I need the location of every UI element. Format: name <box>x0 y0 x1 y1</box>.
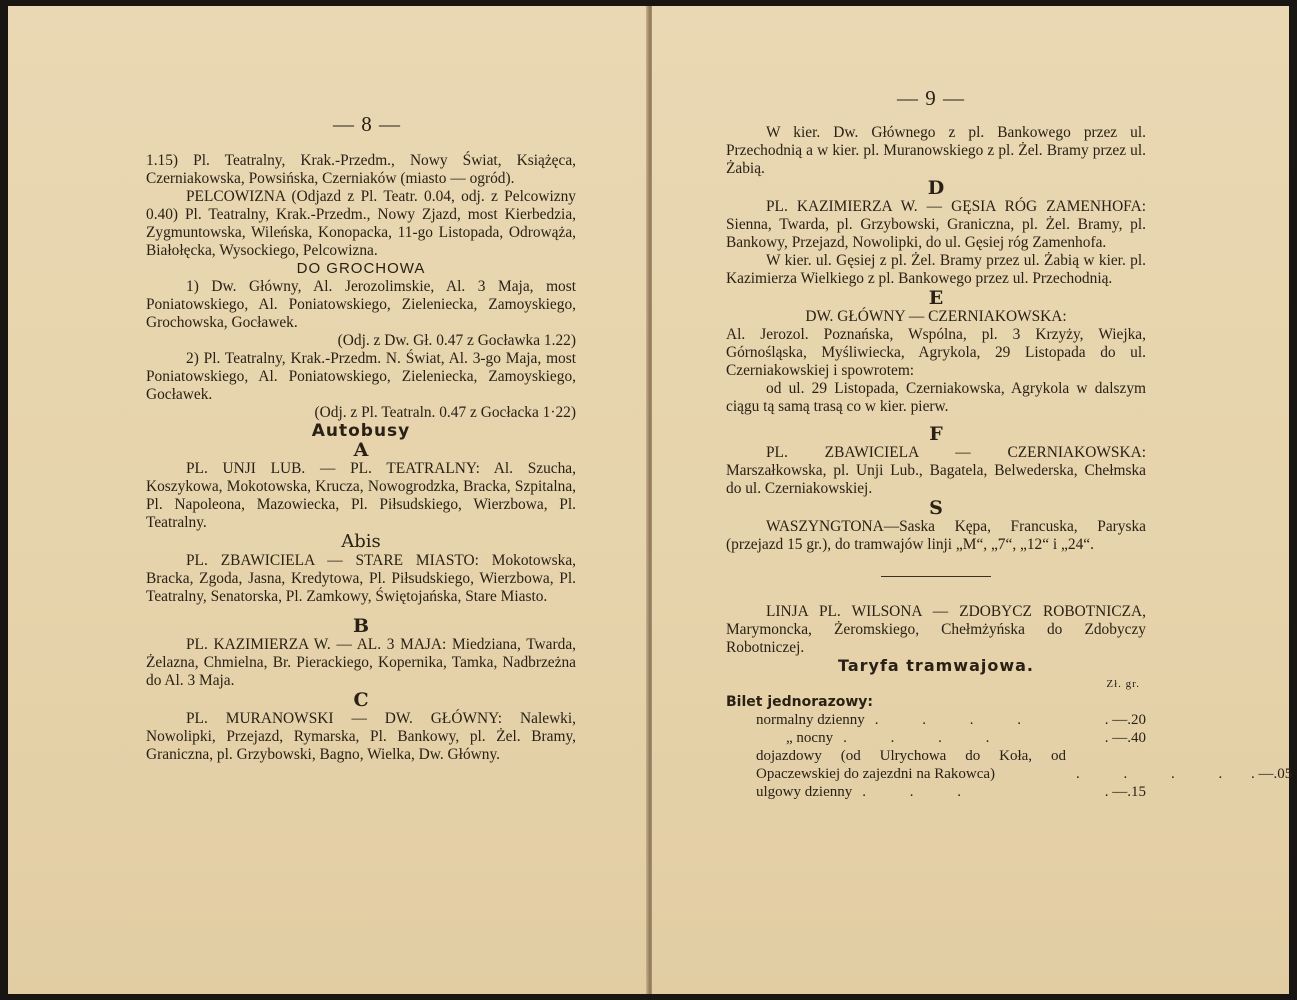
right-column <box>726 124 1293 801</box>
bus-line-d-route: PL. KAZIMIERZA W. — GĘSIA RÓG ZAMENHOFA: Sienna, Twarda, pl. Grzybowski, Graniczna, pl. Żel. Bramy, pl. Bankowy, Przejazd, Nowolipki, do ul. Gęsiej róg Zamenhofa. <box>726 198 1146 251</box>
route-grochow-1-times: (Odj. z Dw. Gł. 0.47 z Gocławka 1.22) <box>337 332 576 349</box>
tariff-label: dojazdowy (od Ulrychowa do Koła, od Opaczewskiej do zajezdni na Rakowca) <box>756 748 1066 782</box>
bus-line-e-route-2: od ul. 29 Listopada, Czerniakowska, Agrykola w dalszym ciągu tą samą trasą co w kier. pierw. <box>726 380 1146 415</box>
tariff-value: . —.15 <box>1104 784 1146 800</box>
tariff-title: Taryfa tramwajowa. <box>837 656 1034 675</box>
tariff-label: „ nocny <box>786 730 834 746</box>
bus-line-c: C <box>353 689 369 711</box>
bus-line-b: B <box>352 615 370 637</box>
tariff-label: ulgowy dzienny <box>756 784 853 800</box>
grochow-heading: DO GROCHOWA <box>296 260 426 277</box>
left-column <box>146 152 576 764</box>
bus-line-e-route: Al. Jerozol. Poznańska, Wspólna, pl. 3 Krzyży, Wiejka, Górnośląska, Myśliwiecka, Agrykola, 29 Listopada do ul. Czerniakowskiej i spowrotem: <box>726 326 1146 379</box>
tariff-list <box>726 711 1293 801</box>
bus-line-s: S <box>929 497 943 519</box>
tariff-dots: . . . . <box>874 712 1041 728</box>
tariff-dots: . . . . <box>843 730 1010 746</box>
left-page <box>8 6 648 994</box>
bus-line-s-route: WASZYNGTONA—Saska Kępa, Francuska, Paryska (przejazd 15 gr.), do tramwajów linji „M“, „7“, „12“ i „24“. <box>726 518 1146 553</box>
bus-line-e: E <box>928 287 944 309</box>
bus-line-d-route-2: W kier. ul. Gęsiej z pl. Żel. Bramy przez ul. Żabią w kier. pl. Kazimierza Wielkiego z pl. Bankowego przez ul. Przechodnią. <box>726 252 1146 287</box>
route-grochow-2: 2) Pl. Teatralny, Krak.-Przedm. N. Świat, Al. 3-go Maja, most Poniatowskiego, Al. Poniatowskiego, Zieleniecka, Zamoyskiego, Gocławek. <box>146 350 576 403</box>
linja-route: LINJA PL. WILSONA — ZDOBYCZ ROBOTNICZA, Marymoncka, Żeromskiego, Chełmżyńska do Zdobyczy Robotniczej. <box>726 603 1146 656</box>
bus-line-f-route: PL. ZBAWICIELA — CZERNIAKOWSKA: Marszałkowska, pl. Unji Lub., Bagatela, Belwederska, Chełmska do ul. Czerniakowskiej. <box>726 444 1146 497</box>
route-line: 1.15) Pl. Teatralny, Krak.-Przedm., Nowy Świat, Książęca, Czerniakowska, Powsińska, Czerniaków (miasto — ogród). <box>146 152 576 187</box>
section-autobusy: Autobusy <box>311 421 411 441</box>
bus-line-a: A <box>353 439 369 461</box>
bus-line-f: F <box>929 423 943 445</box>
tariff-label: normalny dzienny <box>756 712 865 728</box>
bus-line-a-route: PL. UNJI LUB. — PL. TEATRALNY: Al. Szucha, Koszykowa, Mokotowska, Krucza, Nowogrodzka, Bracka, Szpitalna, Pl. Napoleona, Mazowiecka, Pl. Piłsudskiego, Wierzbowa, Pl. Teatralny. <box>146 460 576 531</box>
route-c-continued: W kier. Dw. Głównego z pl. Bankowego przez ul. Przechodnią a w kier. pl. Muranowskiego z pl. Żel. Bramy przez ul. Żabią. <box>726 124 1146 177</box>
tariff-row <box>756 747 1293 783</box>
divider-rule <box>881 576 991 577</box>
tariff-value: . —.05 <box>1251 766 1293 782</box>
right-page <box>652 6 1293 994</box>
route-grochow-2-times: (Odj. z Pl. Teatraln. 0.47 z Gocłacka 1·22) <box>314 404 576 421</box>
bus-line-d: D <box>927 177 945 199</box>
tariff-row <box>756 729 1146 747</box>
bus-line-abis-route: PL. ZBAWICIELA — STARE MIASTO: Mokotowska, Bracka, Zgoda, Jasna, Kredytowa, Pl. Piłsudskiego, Wierzbowa, Pl. Teatralny, Senatorska, Pl. Zamkowy, Świętojańska, Stare Miasto. <box>146 552 576 605</box>
tariff-dots: . . . <box>862 784 981 800</box>
page-number-right: — 9 — <box>897 86 965 110</box>
tariff-value: . —.40 <box>1104 730 1146 746</box>
tariff-row <box>756 783 1146 801</box>
route-pelcowizna: PELCOWIZNA (Odjazd z Pl. Teatr. 0.04, odj. z Pelcowizny 0.40) Pl. Teatralny, Krak.-Przedm., Nowy Zjazd, most Kierbedzia, Zygmuntowska, Wileńska, Konopacka, 11-go Listopada, Odrowąża, Białołęcka, Wysockiego, Pelcowizna. <box>146 188 576 259</box>
page-number-left: — 8 — <box>333 112 401 136</box>
ticket-heading: Bilet jednorazowy: <box>726 694 874 710</box>
tariff-dots: . . . . <box>1076 766 1243 782</box>
tariff-value: . —.20 <box>1104 712 1146 728</box>
bus-line-c-route: PL. MURANOWSKI — DW. GŁÓWNY: Nalewki, Nowolipki, Przejazd, Rymarska, Pl. Bankowy, pl. Żel. Bramy, Graniczna, pl. Grzybowski, Bagno, Wielka, Dw. Główny. <box>146 710 576 763</box>
tariff-row <box>756 711 1146 729</box>
bus-line-b-route: PL. KAZIMIERZA W. — AL. 3 MAJA: Miedziana, Twarda, Żelazna, Chmielna, Br. Pierackiego, Kopernika, Tamka, Nadbrzeżna do Al. 3 Maja. <box>146 636 576 689</box>
bus-line-e-heading: DW. GŁÓWNY — CZERNIAKOWSKA: <box>805 308 1067 325</box>
currency-header: Zł. gr. <box>1106 678 1140 690</box>
route-grochow-1: 1) Dw. Główny, Al. Jerozolimskie, Al. 3 Maja, most Poniatowskiego, Al. Poniatowskiego, Zieleniecka, Zamoyskiego, Grochowska, Gocławek. <box>146 278 576 331</box>
bus-line-abis: Abis <box>341 531 381 552</box>
